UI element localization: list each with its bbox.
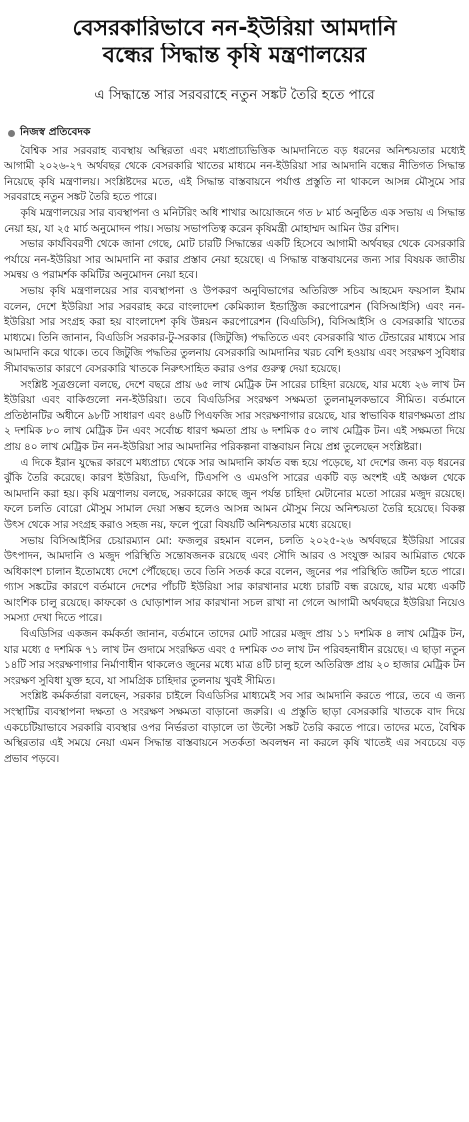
headline-line-1: বেসরকারিভাবে নন-ইউরিয়া আমদানি [72,16,397,41]
byline [4,125,465,142]
paragraph: বৈশ্বিক সার সরবরাহ ব্যবস্থায় অস্থিরতা এবং মধ্যপ্রাচ্যভিত্তিক আমদানিতে বড় ধরনের অনিশ্চয়তার মধ্যেই আগামী ২০২৬-২৭ অর্থবছর থেকে বেসরকারি খাতের মাধ্যমে নন-ইউরিয়া সার আমদানি বন্ধের নীতিগত সিদ্ধান্ত নিয়েছে কৃষি মন্ত্রণালয়। সংশ্লিষ্টদের মতে, এই সিদ্ধান্ত বাস্তবায়নে পর্যাপ্ত প্রস্তুতি না থাকলে আসন্ন মৌসুমে সার সরবরাহে নতুন সঙ্কট তৈরি হতে পারে। [4,144,465,204]
paragraph: সংশ্লিষ্ট সূত্রগুলো বলছে, দেশে বছরে প্রায় ৬৫ লাখ মেট্রিক টন সারের চাহিদা রয়েছে, যার মধ্যে ২৬ লাখ টন ইউরিয়া এবং বাকিগুলো নন-ইউরিয়া। তবে বিএডিসির সংরক্ষণ সক্ষমতা তুলনামূলকভাবে সীমিত। বর্তমানে প্রতিষ্ঠানটির অধীনে ৯৮টি সাধারণ এবং ৪৬টি পিএফজি সার সংরক্ষণাগার রয়েছে, যার স্বাভাবিক ধারণক্ষমতা প্রায় ২ দশমিক ৮০ লাখ মেট্রিক টন এবং সর্বোচ্চ ধারণ ক্ষমতা প্রায় ৬ দশমিক ৫০ লাখ মেট্রিক টন। এই সক্ষমতা দিয়ে প্রায় ৪০ লাখ মেট্রিক টন নন-ইউরিয়া সার আমদানির পরিকল্পনা বাস্তবায়ন নিয়ে প্রশ্ন তুলেছেন সংশ্লিষ্টরা। [4,378,465,453]
bullet-icon [8,130,15,137]
paragraph: সভার কার্যবিবরণী থেকে জানা গেছে, মোট চারটি সিদ্ধান্তের একটি হিসেবে আগামী অর্থবছর থেকে বেসরকারি পর্যায়ে নন-ইউরিয়া সার আমদানি না করার প্রস্তাব নেয়া হয়েছে। এ সিদ্ধান্ত বাস্তবায়নের জন্য সার বিষয়ক জাতীয় সমন্বয় ও পরামর্শক কমিটির অনুমোদন নেয়া হবে। [4,238,465,282]
paragraph: সংশ্লিষ্ট কর্মকর্তারা বলছেন, সরকার চাইলে বিএডিসির মাধ্যমেই সব সার আমদানি করতে পারে, তবে এ জন্য সংস্থাটির ব্যবস্থাপনা দক্ষতা ও সংরক্ষণ সক্ষমতা বাড়ানো জরুরি। এ প্রস্তুতি ছাড়া বেসরকারি খাতকে বাদ দিয়ে একচেটিয়াভাবে সরকারি ব্যবস্থার ওপর নির্ভরতা বাড়ালে তা উল্টো সঙ্কট তৈরি করতে পারে। তাদের মতে, বৈশ্বিক অস্থিরতার এই সময়ে নেয়া এমন সিদ্ধান্ত বাস্তবায়নে সতর্কতা অবলম্বন না করলে কৃষি খাতেই এর সবচেয়ে বড় প্রভাব পড়বে। [4,690,465,765]
paragraph: সভায় বিসিআইসির চেয়ারম্যান মো: ফজলুর রহমান বলেন, চলতি ২০২৫-২৬ অর্থবছরে ইউরিয়া সারের উৎপাদন, আমদানি ও মজুদ পরিস্থিতি সন্তোষজনক রয়েছে এবং সৌদি আরব ও সংযুক্ত আরব আমিরাত থেকে অধিকাংশ চালান ইতোমধ্যে দেশে পৌঁছেছে। তবে তিনি সতর্ক করে বলেন, জুনের পর পরিস্থিতি জটিল হতে পারে। গ্যাস সঙ্কটের কারণে বর্তমানে দেশের পাঁচটি ইউরিয়া সার কারখানার মধ্যে চারটি বন্ধ রয়েছে, যার মধ্যে একটি আংশিক চালু রয়েছে। কাফকো ও ঘোড়াশাল সার কারখানা সচল রাখা না গেলে আগামী অর্থবছরে ইউরিয়া নিয়েও সমস্যা দেখা দিতে পারে। [4,534,465,625]
article-body [4,144,465,768]
paragraph: বিএডিসির একজন কর্মকর্তা জানান, বর্তমানে তাদের মোট সারের মজুদ প্রায় ১১ দশমিক ৪ লাখ মেট্রিক টন, যার মধ্যে ৫ দশমিক ৭১ লাখ টন গুদামে সংরক্ষিত এবং ৫ দশমিক ৩৩ লাখ টন পরিবহনাধীন রয়েছে। এ ছাড়া নতুন ১৪টি সার সংরক্ষণাগার নির্মাণাধীন থাকলেও জুনের মধ্যে মাত্র ৪টি চালু হলে অতিরিক্ত প্রায় ২০ হাজার মেট্রিক টন সংরক্ষণ সুবিধা যুক্ত হবে, যা সামগ্রিক চাহিদার তুলনায় খুবই সীমিত। [4,628,465,687]
byline-text: নিজস্ব প্রতিবেদক [20,125,91,138]
paragraph: সভায় কৃষি মন্ত্রণালয়ের সার ব্যবস্থাপনা ও উপকরণ অনুবিভাগের অতিরিক্ত সচিব আহমেদ ফয়সাল ইমাম বলেন, দেশে ইউরিয়া সার সরবরাহ করে বাংলাদেশ কেমিক্যাল ইন্ডাস্ট্রিজ করপোরেশন (বিসিআইসি) এবং নন-ইউরিয়া সার সংগ্রহ করা হয় বাংলাদেশ কৃষি উন্নয়ন করপোরেশন (বিএডিসি), বিসিআইসি ও বেসরকারি খাতের মাধ্যমে। তিনি জানান, বিএডিসি সরকার-টু-সরকার (জিটুজি) পদ্ধতিতে এবং বেসরকারি খাত টেন্ডারের মাধ্যমে সার আমদানি করে থাকে। তবে জিটুজি পদ্ধতির তুলনায় বেসরকারি আমদানির খরচ বেশি হওয়ায় এবং সংরক্ষণ সুবিধার সীমাবদ্ধতার কারণে বেসরকারি খাতকে নিরুৎসাহিত করার ওপর গুরুত্ব দেয়া হয়েছে। [4,285,465,375]
headline [4,16,465,70]
paragraph: এ দিকে ইরান যুদ্ধের কারণে মধ্যপ্রাচ্য থেকে সার আমদানি কার্যত বন্ধ হয়ে পড়েছে, যা দেশের জন্য বড় ধরনের ঝুঁকি তৈরি করেছে। কারণ ইউরিয়া, ডিএপি, টিএসপি ও এমওপি সারের একটি বড় অংশই এই অঞ্চল থেকে আমদানি করা হয়। কৃষি মন্ত্রণালয় বলছে, সরকারের কাছে জুন পর্যন্ত চাহিদা মেটানোর মতো সারের মজুদ রয়েছে। ফলে চলতি বোরো মৌসুম সামাল দেয়া সম্ভব হলেও আসন্ন আমন মৌসুম নিয়ে অনিশ্চয়তা তৈরি হয়েছে। বিকল্প উৎস থেকে সার সংগ্রহ করাও সহজ নয়, ফলে পুরো বিষয়টি অনিশ্চয়তার মধ্যে রয়েছে। [4,456,465,531]
headline-line-2: বন্ধের সিদ্ধান্ত কৃষি মন্ত্রণালয়ের [102,42,367,68]
subheadline: এ সিদ্ধান্তে সার সরবরাহে নতুন সঙ্কট তৈরি হতে পারে [94,86,375,103]
paragraph: কৃষি মন্ত্রণালয়ের সার ব্যবস্থাপনা ও মনিটরিং অধি শাখার আয়োজনে গত ৮ মার্চ অনুষ্ঠিত এক সভায় এ সিদ্ধান্ত নেয়া হয়, যা ২৫ মার্চ অনুমোদন পায়। সভায় সভাপতিত্ব করেন কৃষিমন্ত্রী মোহাম্মদ আমিন উর রশিদ। [4,207,465,235]
